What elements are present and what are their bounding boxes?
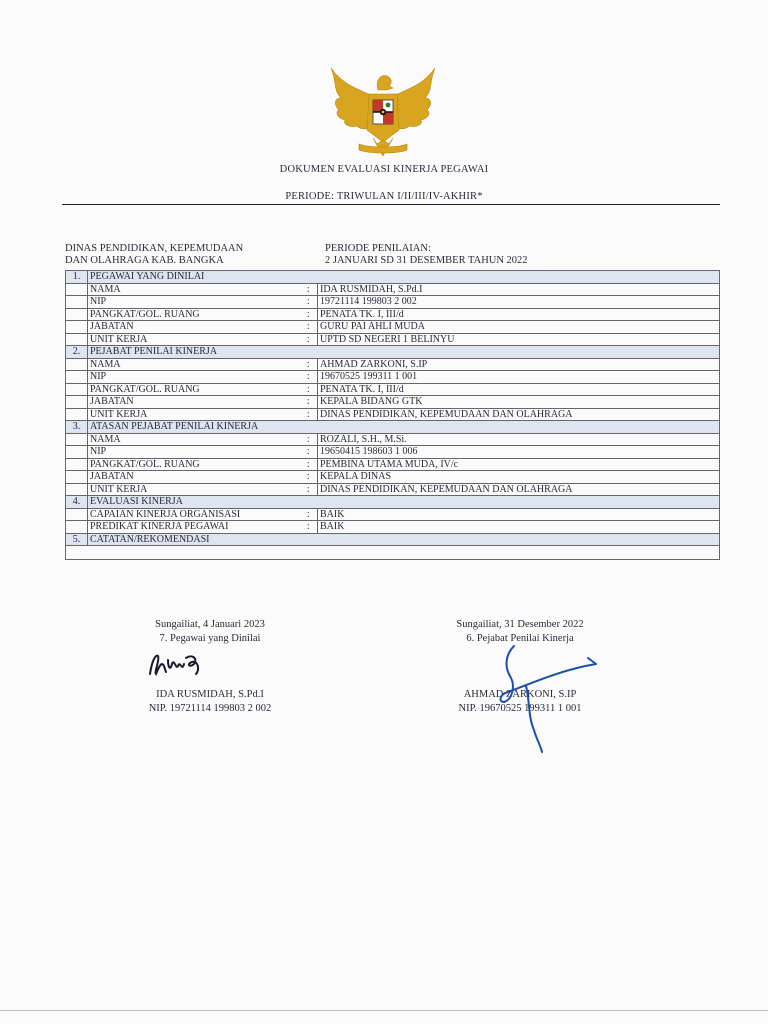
signatory-nip: NIP. 19721114 199803 2 002 — [148, 703, 272, 714]
row-indent-cell — [66, 458, 88, 471]
field-label: PANGKAT/GOL. RUANG — [88, 383, 300, 396]
field-label: UNIT KERJA — [88, 483, 300, 496]
field-label: JABATAN — [88, 471, 300, 484]
field-label: NIP — [88, 371, 300, 384]
table-row — [66, 383, 720, 396]
table-row — [66, 521, 720, 534]
signature-role: 7. Pegawai yang Dinilai — [159, 633, 261, 644]
title-divider — [62, 204, 720, 205]
document-title: DOKUMEN EVALUASI KINERJA PEGAWAI — [279, 164, 489, 175]
field-separator: : — [300, 308, 318, 321]
section-title: PEGAWAI YANG DINILAI — [88, 271, 720, 284]
field-label: NIP — [88, 296, 300, 309]
signature-place-date: Sungailiat, 4 Januari 2023 — [155, 619, 265, 630]
row-indent-cell — [66, 283, 88, 296]
field-separator: : — [300, 358, 318, 371]
organization-name — [65, 243, 243, 267]
field-value: BAIK — [318, 508, 720, 521]
field-value: ROZALI, S.H., M.Si. — [318, 433, 720, 446]
table-row — [66, 471, 720, 484]
table-row — [66, 396, 720, 409]
section-number: 4. — [66, 496, 88, 509]
field-value: 19721114 199803 2 002 — [318, 296, 720, 309]
row-indent-cell — [66, 296, 88, 309]
row-indent-cell — [66, 333, 88, 346]
row-indent-cell — [66, 433, 88, 446]
field-separator: : — [300, 471, 318, 484]
garuda-emblem-icon — [323, 60, 443, 160]
row-indent-cell — [66, 396, 88, 409]
field-separator: : — [300, 433, 318, 446]
field-value: PENATA TK. I, III/d — [318, 383, 720, 396]
signature-role: 6. Pejabat Penilai Kinerja — [466, 633, 574, 644]
field-value: 19670525 199311 1 001 — [318, 371, 720, 384]
section-number: 3. — [66, 421, 88, 434]
field-separator: : — [300, 296, 318, 309]
field-separator: : — [300, 283, 318, 296]
document-period: PERIODE: TRIWULAN I/II/III/IV-AKHIR* — [285, 191, 483, 202]
field-label: PANGKAT/GOL. RUANG — [88, 458, 300, 471]
field-value: KEPALA DINAS — [318, 471, 720, 484]
field-value: AHMAD ZARKONI, S.IP — [318, 358, 720, 371]
section-title: EVALUASI KINERJA — [88, 496, 720, 509]
row-indent-cell — [66, 308, 88, 321]
section-title: PEJABAT PENILAI KINERJA — [88, 346, 720, 359]
row-indent-cell — [66, 358, 88, 371]
field-value: PENATA TK. I, III/d — [318, 308, 720, 321]
field-label: UNIT KERJA — [88, 333, 300, 346]
section-header-row — [66, 496, 720, 509]
table-row — [66, 308, 720, 321]
notes-empty-row — [66, 546, 720, 560]
field-separator: : — [300, 458, 318, 471]
table-row — [66, 321, 720, 334]
field-separator: : — [300, 333, 318, 346]
field-separator: : — [300, 521, 318, 534]
assessment-period-label: PERIODE PENILAIAN: — [325, 243, 431, 254]
field-value: DINAS PENDIDIKAN, KEPEMUDAAN DAN OLAHRAGA — [318, 483, 720, 496]
table-row — [66, 358, 720, 371]
field-label: PREDIKAT KINERJA PEGAWAI — [88, 521, 300, 534]
notes-cell — [66, 546, 720, 560]
field-separator: : — [300, 483, 318, 496]
table-row — [66, 371, 720, 384]
field-separator: : — [300, 371, 318, 384]
row-indent-cell — [66, 521, 88, 534]
field-separator: : — [300, 446, 318, 459]
field-label: JABATAN — [88, 321, 300, 334]
row-indent-cell — [66, 446, 88, 459]
field-label: NAMA — [88, 283, 300, 296]
table-row — [66, 483, 720, 496]
field-value: UPTD SD NEGERI 1 BELINYU — [318, 333, 720, 346]
table-row — [66, 446, 720, 459]
table-row — [66, 283, 720, 296]
section-header-row — [66, 421, 720, 434]
field-value: BAIK — [318, 521, 720, 534]
row-indent-cell — [66, 371, 88, 384]
field-label: PANGKAT/GOL. RUANG — [88, 308, 300, 321]
table-row — [66, 433, 720, 446]
field-label: JABATAN — [88, 396, 300, 409]
organization-line-2: DAN OLAHRAGA KAB. BANGKA — [65, 255, 224, 266]
page-bottom-edge — [0, 1010, 768, 1011]
evaluation-table — [65, 270, 720, 560]
table-row — [66, 508, 720, 521]
field-value: IDA RUSMIDAH, S.Pd.I — [318, 283, 720, 296]
table-row — [66, 296, 720, 309]
signature-employee-icon — [146, 650, 206, 680]
assessment-period-value: 2 JANUARI SD 31 DESEMBER TAHUN 2022 — [325, 255, 528, 266]
row-indent-cell — [66, 471, 88, 484]
section-number: 5. — [66, 533, 88, 546]
table-row — [66, 333, 720, 346]
signature-block-employee — [90, 618, 330, 646]
signatory-name: IDA RUSMIDAH, S.Pd.I — [156, 689, 264, 700]
signatory-employee — [90, 688, 330, 716]
signatory-nip: NIP. 19670525 199311 1 001 — [458, 703, 582, 714]
table-row — [66, 408, 720, 421]
field-value: KEPALA BIDANG GTK — [318, 396, 720, 409]
section-number: 2. — [66, 346, 88, 359]
field-separator: : — [300, 396, 318, 409]
field-label: UNIT KERJA — [88, 408, 300, 421]
organization-line-1: DINAS PENDIDIKAN, KEPEMUDAAN — [65, 243, 244, 254]
field-separator: : — [300, 321, 318, 334]
field-separator: : — [300, 383, 318, 396]
section-header-row — [66, 346, 720, 359]
section-title: CATATAN/REKOMENDASI — [88, 533, 720, 546]
signature-assessor-icon — [470, 640, 610, 760]
section-header-row — [66, 271, 720, 284]
field-value: DINAS PENDIDIKAN, KEPEMUDAAN DAN OLAHRAGA — [318, 408, 720, 421]
row-indent-cell — [66, 321, 88, 334]
field-separator: : — [300, 508, 318, 521]
section-title: ATASAN PEJABAT PENILAI KINERJA — [88, 421, 720, 434]
field-label: CAPAIAN KINERJA ORGANISASI — [88, 508, 300, 521]
table-row — [66, 458, 720, 471]
field-value: 19650415 198603 1 006 — [318, 446, 720, 459]
row-indent-cell — [66, 408, 88, 421]
signature-place-date: Sungailiat, 31 Desember 2022 — [456, 619, 584, 630]
field-value: PEMBINA UTAMA MUDA, IV/c — [318, 458, 720, 471]
field-label: NAMA — [88, 358, 300, 371]
assessment-period — [325, 243, 528, 267]
row-indent-cell — [66, 383, 88, 396]
field-label: NIP — [88, 446, 300, 459]
field-label: NAMA — [88, 433, 300, 446]
signatory-name: AHMAD ZARKONI, S.IP — [463, 689, 577, 700]
row-indent-cell — [66, 483, 88, 496]
row-indent-cell — [66, 508, 88, 521]
section-header-row — [66, 533, 720, 546]
field-separator: : — [300, 408, 318, 421]
section-number: 1. — [66, 271, 88, 284]
field-value: GURU PAI AHLI MUDA — [318, 321, 720, 334]
